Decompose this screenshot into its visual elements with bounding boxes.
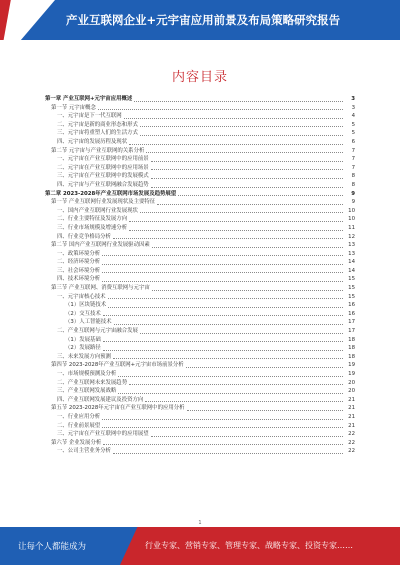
toc-leader-dots <box>140 332 343 334</box>
toc-page-number: 6 <box>351 138 355 145</box>
toc-entry-title: 四、行业竞争格局分析 <box>57 233 111 240</box>
toc-entry-title: （3）人工智能技术 <box>65 319 112 326</box>
toc-leader-dots <box>129 220 343 222</box>
toc-entry-title: 二、行业主要特征及发展方向 <box>57 216 128 223</box>
toc-page-number: 21 <box>348 413 355 420</box>
toc-leader-dots <box>103 314 343 316</box>
page-number: 1 <box>198 520 202 526</box>
toc-leader-dots <box>157 203 343 205</box>
toc-page-number: 5 <box>351 130 355 137</box>
toc-page-number: 11 <box>348 224 355 231</box>
toc-leader-dots <box>102 271 343 273</box>
toc-page-number: 22 <box>348 439 355 446</box>
toc-entry-row[interactable] <box>45 147 355 156</box>
toc-entry-title: （2）交互技术 <box>65 310 101 317</box>
toc-entry-title: 第一节 元宇宙概念 <box>51 104 96 111</box>
footer-banner <box>0 527 400 565</box>
toc-page-number: 9 <box>351 190 355 197</box>
toc-page-number: 8 <box>351 173 355 180</box>
toc-entry-title: 第四节 2023-2028年产业互联网+元宇宙市场前景分析 <box>51 362 184 369</box>
toc-entry-title: （1）区块链技术 <box>65 302 107 309</box>
toc-leader-dots <box>113 357 343 359</box>
toc-leader-dots <box>151 177 343 179</box>
toc-entry-title: 二、经济环境分析 <box>57 259 101 266</box>
toc-entry-row[interactable] <box>45 344 355 353</box>
footer-slogan-right: 行业专家、营销专家、管理专家、战略专家、投资专家…… <box>145 541 353 550</box>
toc-leader-dots <box>98 108 343 110</box>
toc-page-number: 18 <box>348 353 355 360</box>
toc-entry-title: 一、国内产业互联网行业发展现状 <box>57 207 138 214</box>
toc-leader-dots <box>102 254 343 256</box>
toc-heading: 内容目录 <box>171 70 228 85</box>
toc-entry-row[interactable] <box>45 241 355 250</box>
toc-leader-dots <box>114 323 343 325</box>
toc-entry-row[interactable] <box>45 155 355 164</box>
toc-page-number: 21 <box>348 422 355 429</box>
toc-entry-title: 四、元宇宙与产业互联网融合发展趋势 <box>57 181 149 188</box>
toc-leader-dots <box>103 349 343 351</box>
toc-leader-dots <box>129 229 343 231</box>
toc-page-number: 21 <box>348 396 355 403</box>
toc-entry-title: 二、元宇宙在产业互联网中的应用场景 <box>57 164 149 171</box>
toc-entry-row[interactable] <box>45 121 355 130</box>
header-banner <box>0 0 400 40</box>
toc-page-number: 12 <box>348 233 355 240</box>
toc-entry-row[interactable] <box>45 258 355 267</box>
toc-entry-row[interactable] <box>45 404 355 413</box>
toc-entry-row[interactable] <box>45 233 355 242</box>
toc-page-number: 8 <box>351 181 355 188</box>
toc-entry-title: 三、未来发展方向预测 <box>57 353 111 360</box>
toc-entry-row[interactable] <box>45 224 355 233</box>
toc-entry-row[interactable] <box>45 129 355 138</box>
toc-page-number: 16 <box>348 302 355 309</box>
toc-chapter-row[interactable] <box>45 190 355 199</box>
toc-entry-title: 二、元宇宙是新的商业形态和形式 <box>57 121 138 128</box>
toc-entry-title: 第二章 2023-2028年产业互联网市场发展及趋势展望 <box>45 190 177 197</box>
toc-page-number: 9 <box>351 199 355 206</box>
toc-entry-title: 第五节 2023-2028年元宇宙在产业互联网中的应用分析 <box>51 405 185 412</box>
toc-entry-title: 第一章 产业互联网+元宇宙应用概述 <box>45 96 133 102</box>
toc-leader-dots <box>151 186 343 188</box>
toc-entry-row[interactable] <box>45 327 355 336</box>
toc-entry-row[interactable] <box>45 413 355 422</box>
toc-page-number: 18 <box>348 336 355 343</box>
toc-leader-dots <box>108 297 343 299</box>
toc-leader-dots <box>152 289 343 291</box>
toc-entry-row[interactable] <box>45 318 355 327</box>
toc-entry-title: 一、公司主营业务分析 <box>57 448 111 455</box>
toc-entry-row[interactable] <box>45 336 355 345</box>
toc-page-number: 22 <box>348 448 355 455</box>
toc-entry-title: 第二节 元宇宙与产业互联网的关系分析 <box>51 147 145 154</box>
toc-leader-dots <box>151 168 343 170</box>
toc-entry-row[interactable] <box>45 447 355 456</box>
toc-entry-row[interactable] <box>45 430 355 439</box>
toc-entry-title: 三、产业互联网发展战略 <box>57 388 117 395</box>
toc-entry-title: 三、元宇宙在产业互联网中的发展模式 <box>57 173 149 180</box>
toc-entry-title: 一、元宇宙核心技术 <box>57 293 106 300</box>
toc-page-number: 22 <box>348 431 355 438</box>
toc-entry-row[interactable] <box>45 396 355 405</box>
toc-entry-row[interactable] <box>45 198 355 207</box>
report-title: 产业互联网企业+元宇宙应用前景及布局策略研究报告 <box>66 13 341 27</box>
toc-entry-title: 三、元宇宙在产业互联网中的应用展望 <box>57 431 149 438</box>
toc-entry-row[interactable] <box>45 422 355 431</box>
toc-leader-dots <box>151 435 343 437</box>
toc-page-number: 10 <box>348 216 355 223</box>
toc-leader-dots <box>113 452 343 454</box>
toc-entry-title: 二、行业前景展望 <box>57 422 101 429</box>
toc-entry-title: 三、元宇宙将重塑人们的生活方式 <box>57 130 138 137</box>
toc-leader-dots <box>140 125 343 127</box>
toc-leader-dots <box>186 366 343 368</box>
toc-entry-row[interactable] <box>45 215 355 224</box>
toc-leader-dots <box>178 194 343 196</box>
toc-entry-row[interactable] <box>45 275 355 284</box>
toc-page-number: 13 <box>348 242 355 249</box>
toc-entry-row[interactable] <box>45 284 355 293</box>
toc-entry-title: 一、元宇宙在产业互联网中的应用前景 <box>57 156 149 163</box>
toc-page-number: 10 <box>348 207 355 214</box>
toc-leader-dots <box>118 375 343 377</box>
toc-leader-dots <box>102 280 343 282</box>
toc-entry-row[interactable] <box>45 361 355 370</box>
toc-entry-row[interactable] <box>45 172 355 181</box>
toc-page-number: 20 <box>348 388 355 395</box>
toc-entry-row[interactable] <box>45 310 355 319</box>
toc-page-number: 13 <box>348 250 355 257</box>
toc-leader-dots <box>108 306 343 308</box>
toc-leader-dots <box>102 418 343 420</box>
toc-leader-dots <box>129 383 343 385</box>
toc-entry-title: 第六节 企业发展分析 <box>51 439 102 446</box>
toc-entry-title: （1）发展基础 <box>65 336 101 343</box>
toc-entry-title: （2）发展路径 <box>65 345 101 352</box>
toc-page-number: 14 <box>348 267 355 274</box>
toc-entry-title: 三、社会环境分析 <box>57 267 101 274</box>
toc-page-number: 21 <box>348 405 355 412</box>
toc-page-number: 15 <box>348 276 355 283</box>
toc-leader-dots <box>151 160 343 162</box>
toc-entry-row[interactable] <box>45 181 355 190</box>
toc-leader-dots <box>187 409 343 411</box>
toc-page-number: 3 <box>351 96 355 102</box>
toc-entry-row[interactable] <box>45 370 355 379</box>
toc-leader-dots <box>118 392 343 394</box>
toc-page-number: 5 <box>351 121 355 128</box>
toc-entry-title: 二、产业互联网未来发展趋势 <box>57 379 128 386</box>
toc-entry-row[interactable] <box>45 164 355 173</box>
toc-leader-dots <box>124 117 343 119</box>
toc-entry-title: 四、技术环境分析 <box>57 276 101 283</box>
toc-page-number: 7 <box>351 164 355 171</box>
toc-entry-row[interactable] <box>45 353 355 362</box>
toc-entry-row[interactable] <box>45 104 355 113</box>
toc-page-number: 19 <box>348 371 355 377</box>
toc-page-number: 7 <box>351 147 355 154</box>
toc-page-number: 17 <box>348 328 355 335</box>
toc-page-number: 15 <box>348 293 355 300</box>
toc-leader-dots <box>129 143 343 145</box>
toc-entry-title: 四、产业互联网发展建议及投资方向 <box>57 396 144 403</box>
toc-page-number: 14 <box>348 259 355 266</box>
toc-entry-title: 一、行业应用分析 <box>57 413 101 420</box>
toc-entry-title: 三、行业市场规模及增速分析 <box>57 224 128 231</box>
toc-entry-title: 一、市场规模预测及分析 <box>57 371 117 377</box>
toc-entry-title: 一、政策环境分析 <box>57 250 101 257</box>
toc-page-number: 16 <box>348 310 355 317</box>
toc-page-number: 3 <box>351 104 355 111</box>
toc-entry-row[interactable] <box>45 138 355 147</box>
toc-entry-row[interactable] <box>45 250 355 259</box>
toc-entry-title: 第一节 产业互联网行业发展现状及主要特征 <box>51 199 156 206</box>
toc-leader-dots <box>102 426 343 428</box>
toc-entry-title: 第三节 产业互联网、消费互联网与元宇宙 <box>51 285 150 292</box>
toc-entry-row[interactable] <box>45 293 355 302</box>
toc-leader-dots <box>152 246 343 248</box>
toc-leader-dots <box>145 400 343 402</box>
table-of-contents <box>45 95 355 456</box>
toc-entry-title: 二、产业互联网与元宇宙融合发展 <box>57 328 138 335</box>
toc-leader-dots <box>134 100 343 102</box>
toc-leader-dots <box>140 134 343 136</box>
toc-entry-title: 四、元宇宙的发展历程及现状 <box>57 138 128 145</box>
toc-page-number: 17 <box>348 319 355 326</box>
toc-leader-dots <box>103 340 343 342</box>
toc-entry-row[interactable] <box>45 207 355 216</box>
toc-entry-row[interactable] <box>45 267 355 276</box>
toc-page-number: 4 <box>351 113 355 120</box>
toc-page-number: 15 <box>348 285 355 292</box>
toc-leader-dots <box>146 151 343 153</box>
toc-entry-row[interactable] <box>45 112 355 121</box>
toc-entry-row[interactable] <box>45 387 355 396</box>
toc-entry-row[interactable] <box>45 439 355 448</box>
toc-leader-dots <box>102 263 343 265</box>
toc-entry-title: 第二节 国内产业互联网行业发展驱动因素 <box>51 242 150 249</box>
toc-page-number: 7 <box>351 156 355 163</box>
toc-page-number: 18 <box>348 345 355 352</box>
toc-leader-dots <box>113 237 343 239</box>
footer-slogan-left: 让每个人都能成为 <box>18 542 87 552</box>
toc-chapter-row[interactable] <box>45 95 355 104</box>
toc-page-number: 20 <box>348 379 355 386</box>
toc-leader-dots <box>140 211 343 213</box>
toc-page-number: 19 <box>348 362 355 369</box>
toc-leader-dots <box>103 443 343 445</box>
toc-entry-title: 一、元宇宙是下一代互联网 <box>57 113 122 120</box>
toc-entry-row[interactable] <box>45 301 355 310</box>
toc-entry-row[interactable] <box>45 379 355 388</box>
